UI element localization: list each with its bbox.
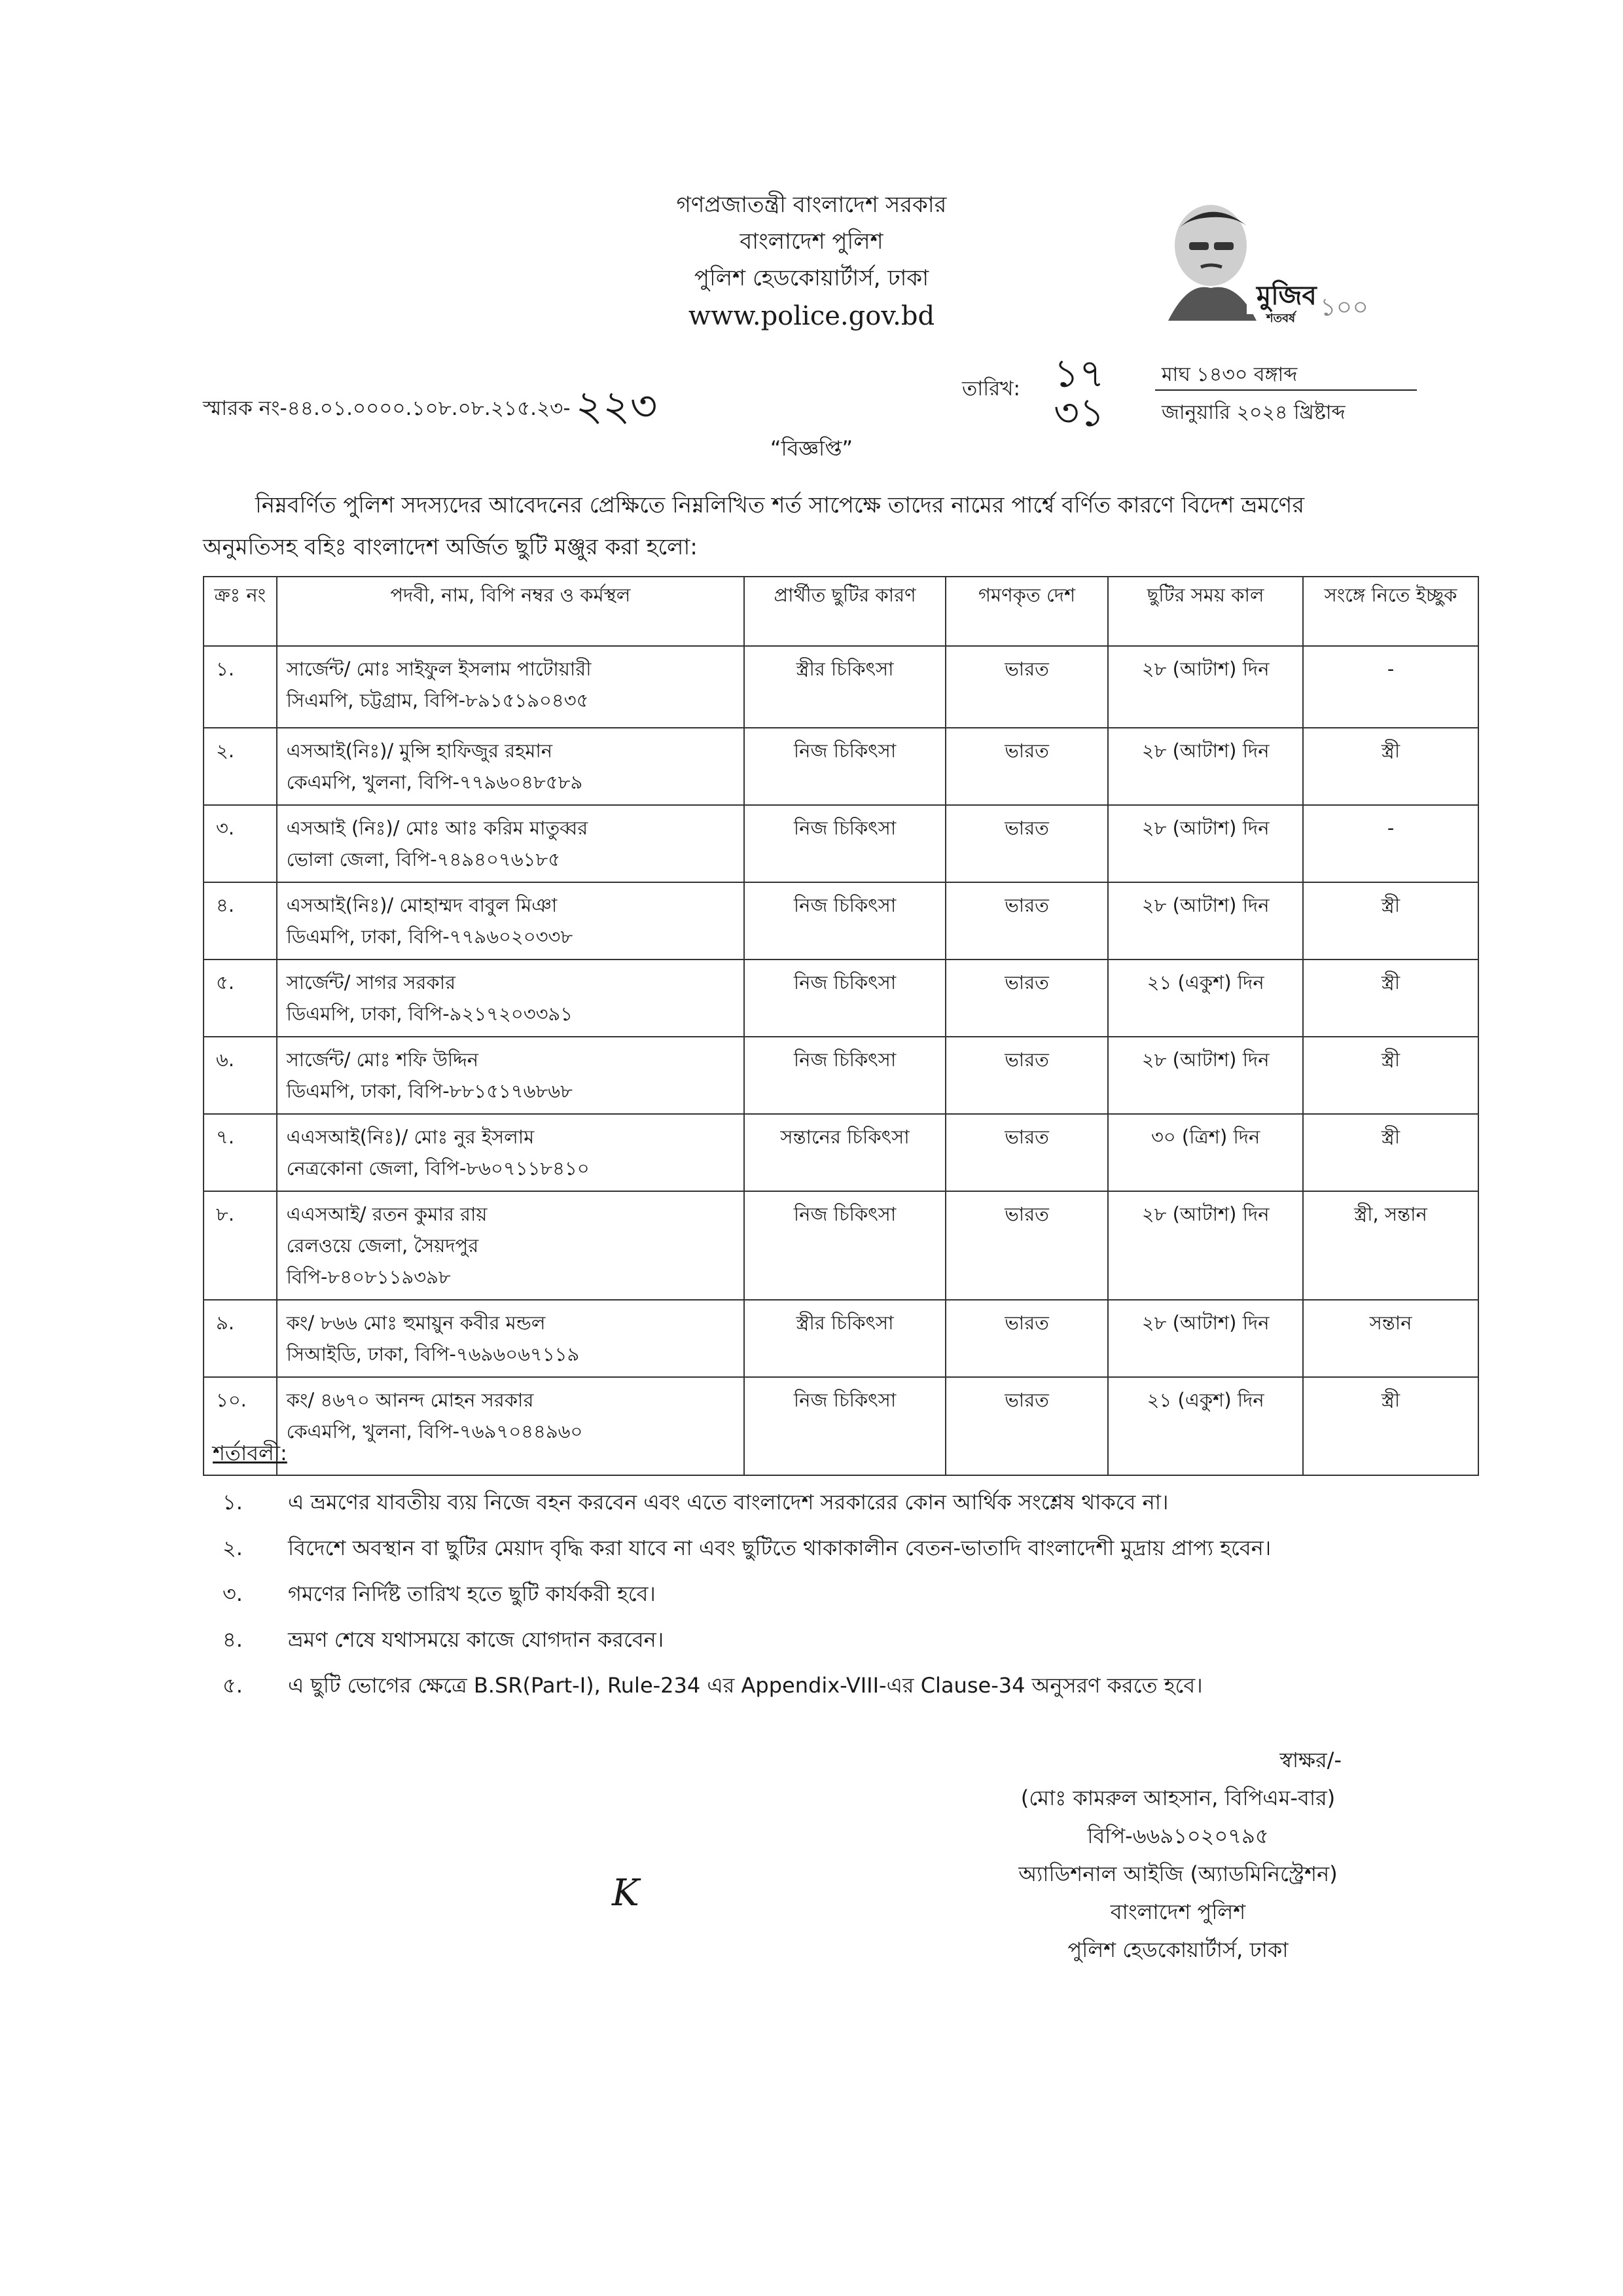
cell-duration: ২৮ (আটাশ) দিন bbox=[1108, 1191, 1303, 1300]
cell-duration: ৩০ (ত্রিশ) দিন bbox=[1108, 1114, 1303, 1191]
condition-text: এ ছুটি ভোগের ক্ষেত্রে B.SR(Part-I), Rule-234 এর Appendix-VIII-এর Clause-34 অনুসরণ করতে হবে। bbox=[288, 1673, 1203, 1698]
cell-companion: সন্তান bbox=[1303, 1300, 1478, 1377]
cell-name-line: সার্জেন্ট/ সাগর সরকার bbox=[286, 971, 456, 994]
org-name: বাংলাদেশ পুলিশ bbox=[740, 228, 883, 255]
condition-text: বিদেশে অবস্থান বা ছুটির মেয়াদ বৃদ্ধি করা যাবে না এবং ছুটিতে থাকাকালীন বেতন-ভাতাদি বাংলাদেশী মুদ্রায় প্রাপ্য হবেন। bbox=[288, 1535, 1272, 1560]
signatory-org: বাংলাদেশ পুলিশ bbox=[1110, 1899, 1246, 1924]
cell-name-line: কেএমপি, খুলনা, বিপি-৭৭৯৬০৪৮৫৮৯ bbox=[286, 771, 583, 793]
condition-number: ৩. bbox=[223, 1581, 243, 1606]
cell-sl: ৩. bbox=[204, 805, 277, 882]
table-row bbox=[204, 1300, 1478, 1377]
table-row bbox=[204, 1377, 1478, 1475]
logo-subtext: শতবর্ষ bbox=[1266, 312, 1296, 325]
signatory-bp: বিপি-৬৬৯১০২০৭৯৫ bbox=[1087, 1823, 1269, 1848]
col-header-reason: প্রার্থীত ছুটির কারণ bbox=[744, 577, 946, 646]
date-block bbox=[1050, 351, 1417, 436]
cell-country: ভারত bbox=[946, 960, 1108, 1037]
cell-name-line: ডিএমপি, ঢাকা, বিপি-৮৮১৫১৭৬৮৬৮ bbox=[286, 1080, 573, 1102]
cell-companion: স্ত্রী, সন্তান bbox=[1303, 1191, 1478, 1300]
cell-name bbox=[277, 728, 745, 805]
cell-sl: ৬. bbox=[204, 1037, 277, 1114]
condition-number: ১. bbox=[223, 1490, 243, 1515]
logo-digits: ১০০ bbox=[1320, 293, 1369, 321]
office-name: পুলিশ হেডকোয়ার্টার্স, ঢাকা bbox=[694, 265, 929, 291]
cell-reason: নিজ চিকিৎসা bbox=[744, 728, 946, 805]
condition-item bbox=[223, 1489, 1499, 1515]
signatory-name: (মোঃ কামরুল আহসান, বিপিএম-বার) bbox=[1020, 1785, 1336, 1810]
intro-line-1: নিম্নবর্ণিত পুলিশ সদস্যদের আবেদনের প্রেক্ষিতে নিম্নলিখিত শর্ত সাপেক্ষে তাদের নামের পার্শ্বে বর্ণিত কারণে বিদেশ ভ্রমণের bbox=[255, 492, 1305, 518]
cell-name-line: সিএমপি, চট্টগ্রাম, বিপি-৮৯১৫১৯০৪৩৫ bbox=[286, 689, 589, 711]
col-header-companion: সংঙ্গে নিতে ইচ্ছুক bbox=[1303, 577, 1478, 646]
cell-name-line: এসআই(নিঃ)/ মুন্সি হাফিজুর রহমান bbox=[286, 740, 553, 762]
cell-name-line: নেত্রকোনা জেলা, বিপি-৮৬০৭১১৮৪১০ bbox=[286, 1157, 590, 1179]
date-english-month: জানুয়ারি ২০২৪ খ্রিষ্টাব্দ bbox=[1162, 401, 1346, 424]
cell-reason: নিজ চিকিৎসা bbox=[744, 960, 946, 1037]
condition-text: ভ্রমণ শেষে যথাসময়ে কাজে যোগদান করবেন। bbox=[288, 1627, 664, 1652]
memo-label: স্মারক নং-৪৪.০১.০০০০.১০৮.০৮.২১৫.২৩- bbox=[203, 397, 571, 420]
cell-sl: ৯. bbox=[204, 1300, 277, 1377]
cell-reason: স্ত্রীর চিকিৎসা bbox=[744, 1300, 946, 1377]
condition-text: গমণের নির্দিষ্ট তারিখ হতে ছুটি কার্যকরী হবে। bbox=[288, 1581, 656, 1606]
logo-text: মুজিব bbox=[1257, 281, 1317, 311]
memo-handwritten-number: ২২৩ bbox=[575, 382, 658, 431]
cell-name bbox=[277, 805, 745, 882]
cell-duration: ২৮ (আটাশ) দিন bbox=[1108, 882, 1303, 960]
cell-duration: ২১ (একুশ) দিন bbox=[1108, 1377, 1303, 1475]
cell-name bbox=[277, 1300, 745, 1377]
cell-name-line: ডিএমপি, ঢাকা, বিপি-৭৭৯৬০২০৩৩৮ bbox=[286, 925, 573, 948]
cell-name-line: ডিএমপি, ঢাকা, বিপি-৯২১৭২০৩৩৯১ bbox=[286, 1003, 573, 1025]
cell-companion: স্ত্রী bbox=[1303, 728, 1478, 805]
website-link[interactable]: www.police.gov.bd bbox=[688, 301, 935, 331]
cell-companion: স্ত্রী bbox=[1303, 1377, 1478, 1475]
cell-name-line: কং/ ৪৬৭০ আনন্দ মোহন সরকার bbox=[286, 1389, 534, 1411]
notice-title: “বিজ্ঞপ্তি” bbox=[770, 436, 853, 461]
col-header-sl: ক্রঃ নং bbox=[204, 577, 277, 646]
cell-reason: নিজ চিকিৎসা bbox=[744, 1037, 946, 1114]
cell-reason: নিজ চিকিৎসা bbox=[744, 1191, 946, 1300]
col-header-name: পদবী, নাম, বিপি নম্বর ও কর্মস্থল bbox=[277, 577, 745, 646]
cell-duration: ২৮ (আটাশ) দিন bbox=[1108, 728, 1303, 805]
cell-reason: নিজ চিকিৎসা bbox=[744, 805, 946, 882]
cell-companion: স্ত্রী bbox=[1303, 882, 1478, 960]
signature-block bbox=[916, 1741, 1440, 1969]
cell-country: ভারত bbox=[946, 805, 1108, 882]
table-row bbox=[204, 882, 1478, 960]
cell-name-line: রেলওয়ে জেলা, সৈয়দপুর bbox=[286, 1234, 479, 1257]
leave-table bbox=[203, 576, 1479, 1476]
signatory-designation: অ্যাডিশনাল আইজি (অ্যাডমিনিস্ট্রেশন) bbox=[1018, 1861, 1338, 1886]
signed-label: স্বাক্ষর/- bbox=[1279, 1748, 1342, 1772]
col-header-duration: ছুটির সময় কাল bbox=[1108, 577, 1303, 646]
cell-companion: স্ত্রী bbox=[1303, 960, 1478, 1037]
cell-name-line: এসআই(নিঃ)/ মোহাম্মদ বাবুল মিঞা bbox=[286, 894, 558, 916]
condition-item bbox=[223, 1581, 1499, 1607]
cell-duration: ২৮ (আটাশ) দিন bbox=[1108, 1037, 1303, 1114]
col-header-country: গমণকৃত দেশ bbox=[946, 577, 1108, 646]
cell-name-line: সার্জেন্ট/ মোঃ শফি উদ্দিন bbox=[286, 1049, 479, 1071]
cell-name-line: এসআই (নিঃ)/ মোঃ আঃ করিম মাতুব্বর bbox=[286, 817, 588, 839]
cell-duration: ২৮ (আটাশ) দিন bbox=[1108, 1300, 1303, 1377]
mujib-borsho-logo bbox=[1149, 190, 1369, 331]
table-row bbox=[204, 646, 1478, 728]
condition-number: ৫. bbox=[223, 1673, 243, 1698]
cell-reason: স্ত্রীর চিকিৎসা bbox=[744, 646, 946, 728]
cell-sl: ৫. bbox=[204, 960, 277, 1037]
cell-companion: স্ত্রী bbox=[1303, 1114, 1478, 1191]
cell-name bbox=[277, 646, 745, 728]
cell-country: ভারত bbox=[946, 1037, 1108, 1114]
intro-line-2: অনুমতিসহ বহিঃ বাংলাদেশ অর্জিত ছুটি মঞ্জুর করা হলো: bbox=[203, 534, 698, 560]
table-row bbox=[204, 728, 1478, 805]
cell-reason: নিজ চিকিৎসা bbox=[744, 882, 946, 960]
cell-name-line: এএসআই(নিঃ)/ মোঃ নুর ইসলাম bbox=[286, 1126, 535, 1148]
cell-country: ভারত bbox=[946, 1377, 1108, 1475]
date-label: তারিখ: bbox=[962, 377, 1020, 401]
condition-number: ৪. bbox=[223, 1627, 243, 1652]
cell-duration: ২৮ (আটাশ) দিন bbox=[1108, 805, 1303, 882]
cell-name bbox=[277, 882, 745, 960]
cell-country: ভারত bbox=[946, 1300, 1108, 1377]
govt-name: গণপ্রজাতন্ত্রী বাংলাদেশ সরকার bbox=[676, 192, 947, 218]
table-row bbox=[204, 960, 1478, 1037]
cell-companion: - bbox=[1303, 646, 1478, 728]
cell-name bbox=[277, 960, 745, 1037]
cell-sl: ৮. bbox=[204, 1191, 277, 1300]
condition-item bbox=[223, 1535, 1499, 1561]
date-bangla-month: মাঘ ১৪৩০ বঙ্গাব্দ bbox=[1162, 363, 1298, 386]
date-day-english: ৩১ bbox=[1054, 390, 1105, 436]
table-row bbox=[204, 1191, 1478, 1300]
letterhead bbox=[0, 187, 1623, 336]
cell-country: ভারত bbox=[946, 882, 1108, 960]
cell-reason: সন্তানের চিকিৎসা bbox=[744, 1114, 946, 1191]
cell-country: ভারত bbox=[946, 1114, 1108, 1191]
intro-paragraph bbox=[203, 484, 1479, 568]
cell-name-line: ভোলা জেলা, বিপি-৭৪৯৪০৭৬১৮৫ bbox=[286, 848, 561, 870]
cell-country: ভারত bbox=[946, 1191, 1108, 1300]
table-header-row bbox=[204, 577, 1478, 646]
cell-sl: ২. bbox=[204, 728, 277, 805]
cell-companion: - bbox=[1303, 805, 1478, 882]
cell-name-line: সার্জেন্ট/ মোঃ সাইফুল ইসলাম পাটোয়ারী bbox=[286, 658, 592, 680]
condition-item bbox=[223, 1672, 1499, 1698]
cell-name bbox=[277, 1037, 745, 1114]
cell-sl: ১০. bbox=[204, 1377, 277, 1475]
table-row bbox=[204, 1037, 1478, 1114]
cell-sl: ৪. bbox=[204, 882, 277, 960]
conditions-title: শর্তাবলী: bbox=[213, 1441, 287, 1465]
cell-reason: নিজ চিকিৎসা bbox=[744, 1377, 946, 1475]
cell-name-line: এএসআই/ রতন কুমার রায় bbox=[286, 1203, 488, 1225]
cell-companion: স্ত্রী bbox=[1303, 1037, 1478, 1114]
cell-sl: ১. bbox=[204, 646, 277, 728]
cell-country: ভারত bbox=[946, 728, 1108, 805]
cell-name bbox=[277, 1114, 745, 1191]
cell-name-line: কং/ ৮৬৬ মোঃ হুমায়ুন কবীর মন্ডল bbox=[286, 1312, 546, 1334]
cell-name-line: সিআইডি, ঢাকা, বিপি-৭৬৯৬০৬৭১১৯ bbox=[286, 1343, 580, 1365]
cell-duration: ২১ (একুশ) দিন bbox=[1108, 960, 1303, 1037]
cell-name bbox=[277, 1191, 745, 1300]
handwritten-mark: K bbox=[612, 1872, 639, 1914]
condition-number: ২. bbox=[223, 1535, 243, 1560]
cell-name-line: কেএমপি, খুলনা, বিপি-৭৬৯৭০৪৪৯৬০ bbox=[286, 1420, 583, 1443]
cell-sl: ৭. bbox=[204, 1114, 277, 1191]
condition-text: এ ভ্রমণের যাবতীয় ব্যয় নিজে বহন করবেন এবং এতে বাংলাদেশ সরকারের কোন আর্থিক সংশ্লেষ থাকবে না। bbox=[288, 1490, 1169, 1515]
cell-name-line: বিপি-৮৪০৮১১৯৩৯৮ bbox=[286, 1266, 451, 1288]
table-row bbox=[204, 1114, 1478, 1191]
table-row bbox=[204, 805, 1478, 882]
cell-country: ভারত bbox=[946, 646, 1108, 728]
cell-duration: ২৮ (আটাশ) দিন bbox=[1108, 646, 1303, 728]
date-day-bangla: ১৭ bbox=[1054, 351, 1105, 397]
cell-name bbox=[277, 1377, 745, 1475]
signatory-office: পুলিশ হেডকোয়ার্টার্স, ঢাকা bbox=[1067, 1937, 1289, 1962]
condition-item bbox=[223, 1626, 1499, 1653]
